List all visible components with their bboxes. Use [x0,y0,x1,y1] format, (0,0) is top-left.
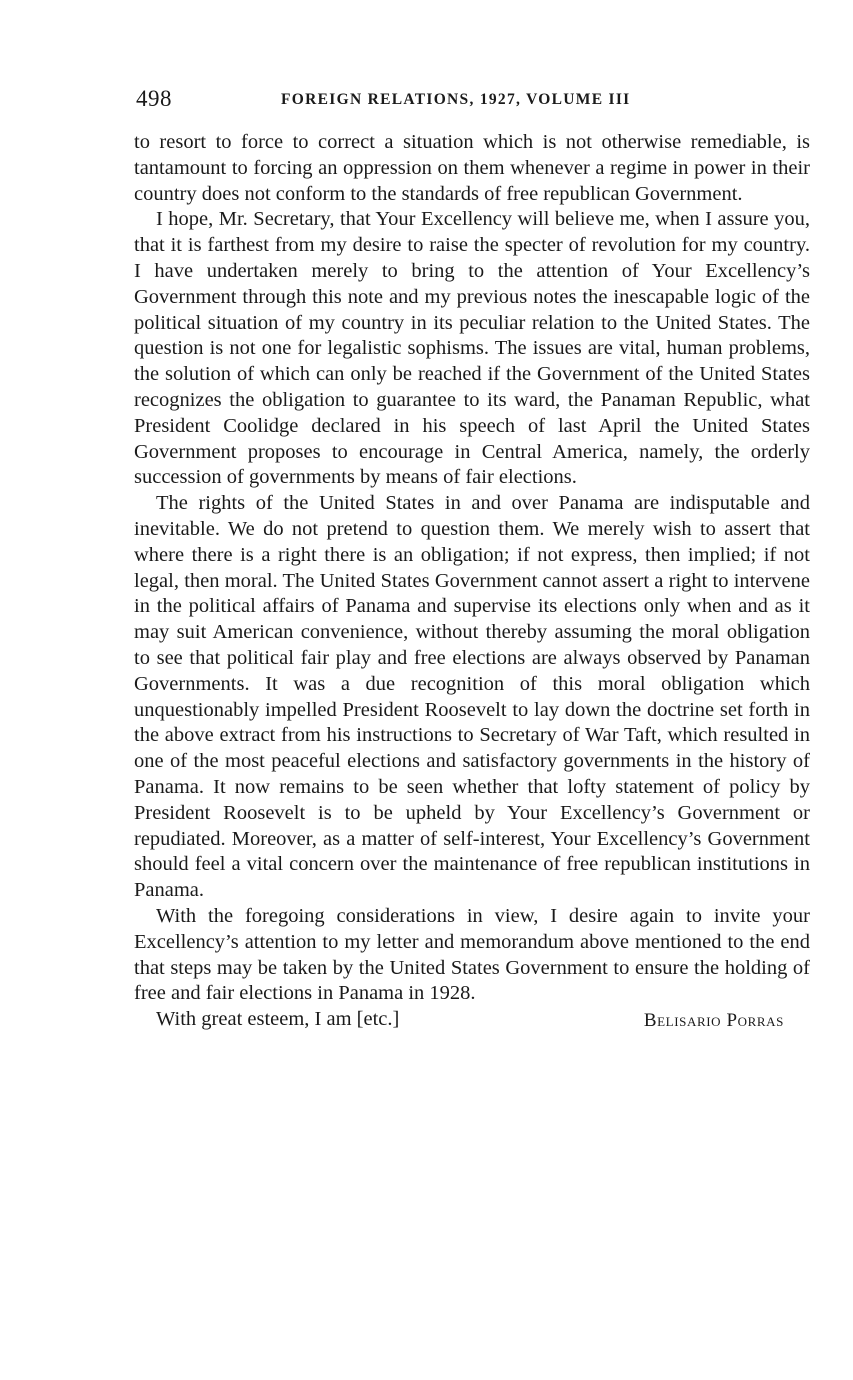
running-header [134,86,810,116]
paragraph: With the foregoing considerations in view, I desire again to invite your Excellency’s attention to my letter and memorandum above mentioned to the end that steps may be taken by the United States Government to ensure the holding of free and fair elections in Panama in 1928. [134,904,810,1005]
paragraph: I hope, Mr. Secretary, that Your Excellency will believe me, when I assure you, that it is farthest from my desire to raise the specter of revolution for my country. I have undertaken merely to bring to the attention of Your Excellency’s Government through this note and my previous notes the inescapable logic of the political situation of my country in its peculiar relation to the United States. The question is not one for legalistic sophisms. The issues are vital, human problems, the solution of which can only be reached if the Government of the United States recognizes the obligation to guarantee to its ward, the Panaman Republic, what President Coolidge declared in his speech of last April the United States Government proposes to encourage in Central America, namely, the orderly succession of governments by means of fair elections. [134,208,810,489]
signature: Belisario Porras [643,1010,784,1032]
page-number: 498 [136,86,172,111]
running-header-title: FOREIGN RELATIONS, 1927, VOLUME III [281,91,631,108]
letter-body [134,130,810,1007]
document-page [134,86,810,1037]
paragraph-continued: to resort to force to correct a situation which is not otherwise remediable, is tantamount to forcing an oppression on them whenever a regime in power in their country does not conform to the standards of free republican Government. [134,131,810,205]
complimentary-close: With great esteem, I am [etc.] [156,1008,400,1031]
letter-closing [134,1007,810,1037]
paragraph: The rights of the United States in and over Panama are indisputable and inevitable. We do not pretend to question them. We merely wish to assert that where there is a right there is an obligation; if not express, then implied; if not legal, then moral. The United States Government cannot assert a right to intervene in the political affairs of Panama and supervise its elections only when and as it may suit American convenience, without thereby assuming the moral obligation to see that political fair play and free elections are always observed by Panaman Governments. It was a due recognition of this moral obligation which unquestionably impelled President Roosevelt to lay down the doctrine set forth in the above extract from his instructions to Secretary of War Taft, which resulted in one of the most peaceful elections and satisfactory governments in the history of Panama. It now remains to be seen whether that lofty statement of policy by President Roosevelt is to be upheld by Your Excellency’s Government or repudiated. Moreover, as a matter of self-interest, Your Excellency’s Government should feel a vital concern over the maintenance of free republican institutions in Panama. [134,492,810,902]
